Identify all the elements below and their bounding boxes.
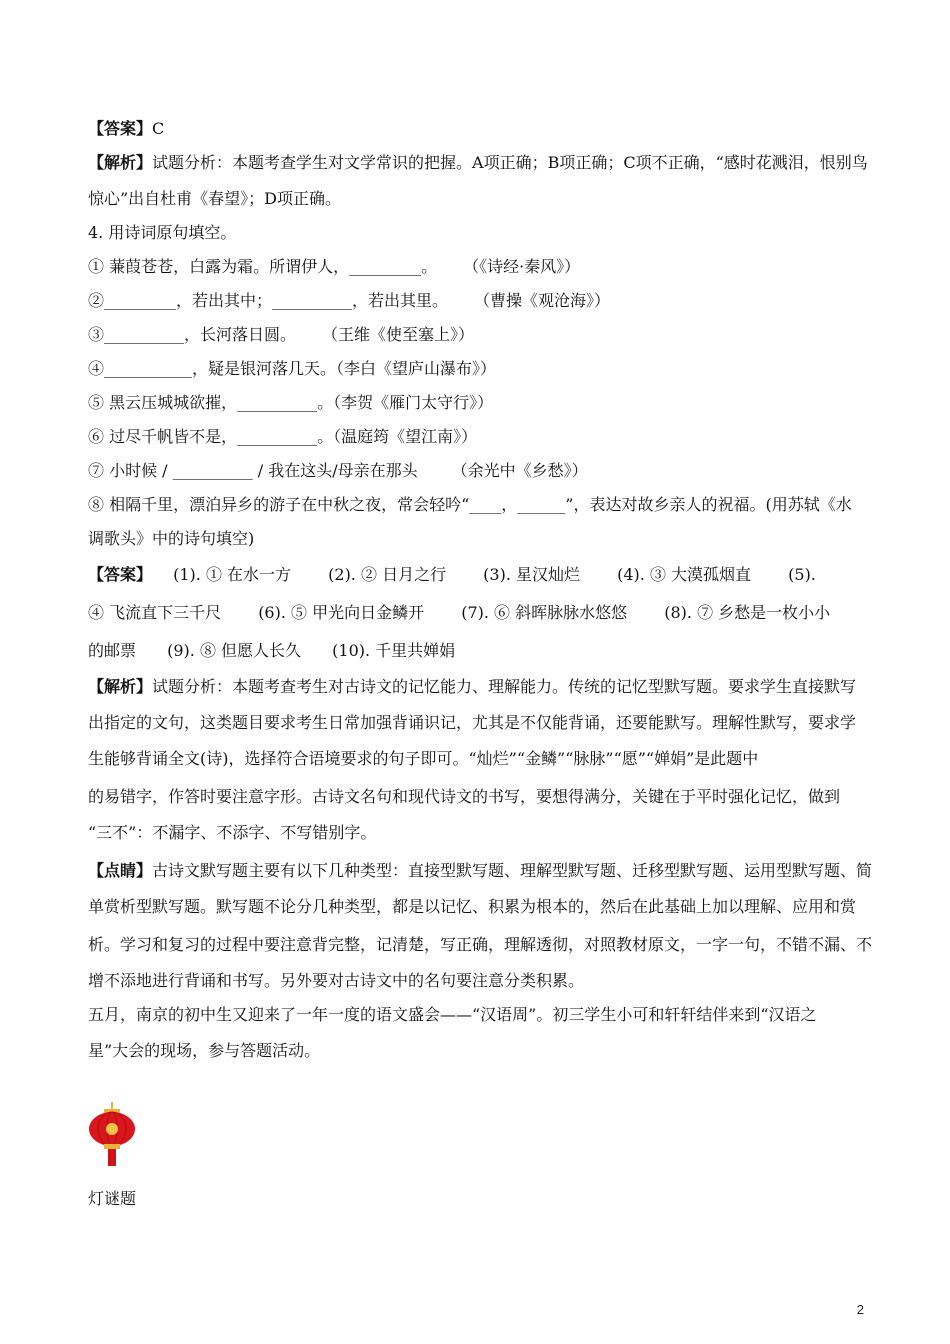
tips-4-line-1 <box>88 860 873 882</box>
intro-line-2: 星”大会的现场，参与答题活动。 <box>88 1041 321 1060</box>
tips-4-line-3: 析。学习和复习的过程中要注意背完整，记清楚，写正确，理解透彻，对照教材原文，一字一句，不错不漏、不 <box>88 935 873 954</box>
answer-3 <box>88 118 868 140</box>
analysis-3-text-1: 试题分析：本题考查学生对文学常识的把握。A项正确；B项正确；C项不正确，“感时花溅泪，恨别鸟 <box>152 153 868 172</box>
question-4-item-1 <box>88 256 868 278</box>
answer-4-item: (6). ⑤ 甲光向日金鳞开 <box>258 603 425 622</box>
item-7-source: （余光中《乡愁》） <box>451 461 588 480</box>
analysis-4-line-1 <box>88 676 868 698</box>
question-4-item-2 <box>88 290 868 312</box>
analysis-tag: 【解析】 <box>88 153 153 172</box>
answer-4-item: (3). 星汉灿烂 <box>483 565 581 584</box>
page-number: 2 <box>856 1302 864 1317</box>
question-4-item-8-line-2: 调歌头》中的诗句填空) <box>88 529 255 548</box>
analysis-tag: 【解析】 <box>88 677 153 696</box>
analysis-3-line-1 <box>88 152 868 174</box>
analysis-4-text-1: 试题分析：本题考查考生对古诗文的记忆能力、理解能力。传统的记忆型默写题。要求学生直接默写 <box>152 677 857 696</box>
item-2-text: ②_________，若出其中；__________，若出其里。 <box>88 291 449 310</box>
analysis-4-line-4: 的易错字，作答时要注意字形。古诗文名句和现代诗文的书写，要想得满分，关键在于平时强化记忆，做到 <box>88 787 841 806</box>
question-4-item-5 <box>88 392 868 414</box>
answer-4-item: (7). ⑥ 斜晖脉脉水悠悠 <box>461 603 628 622</box>
item-1-source: （《诗经·秦风》） <box>471 257 581 276</box>
question-4-item-7 <box>88 460 868 482</box>
answer-tag: 【答案】 <box>88 565 153 584</box>
answer-4-item: (4). ③ 大漠孤烟直 <box>617 565 752 584</box>
answer-4-item: (10). 千里共婵娟 <box>332 641 456 660</box>
answer-4-item: 的邮票 <box>88 641 137 660</box>
answer-4-item: (5). <box>788 565 816 584</box>
item-1-text: ① 蒹葭苍苍，白露为霜。所谓伊人，_________。 <box>88 257 438 276</box>
question-4-title: 4. 用诗词原句填空。 <box>88 223 237 242</box>
analysis-4-line-2: 出指定的文句，这类题目要求考生日常加强背诵识记，尤其是不仅能背诵，还要能默写。理解性默写，要求学 <box>88 713 857 732</box>
answer-4-row-2 <box>88 602 868 624</box>
answer-tag: 【答案】 <box>88 119 153 138</box>
answer-4-row-1 <box>88 564 868 586</box>
intro-line-1: 五月，南京的初中生又迎来了一年一度的语文盛会——“汉语周”。初三学生小可和轩轩结伴来到“汉语之 <box>88 1005 817 1024</box>
tips-tag: 【点睛】 <box>88 861 153 880</box>
tips-4-line-2: 单赏析型默写题。默写题不论分几种类型，都是以记忆、积累为根本的，然后在此基础上加以理解、应用和赏 <box>88 897 857 916</box>
question-4-item-4 <box>88 358 868 380</box>
answer-4-item: (2). ② 日月之行 <box>328 565 447 584</box>
analysis-3-line-2: 惊心”出自杜甫《春望》；D项正确。 <box>88 189 342 208</box>
red-lantern-icon <box>84 1102 140 1168</box>
item-7-text: ⑦ 小时候 / __________ / 我在这头/母亲在那头 <box>88 461 418 480</box>
item-6-text: ⑥ 过尽千帆皆不是，__________。（温庭筠《望江南》） <box>88 427 478 446</box>
answer-4-item: (1). ① 在水一方 <box>173 565 292 584</box>
answer-4-item: (9). ⑧ 但愿人长久 <box>167 641 302 660</box>
analysis-4-line-5: “三不”：不漏字、不添字、不写错别字。 <box>88 823 377 842</box>
question-4-item-8-line-1: ⑧ 相隔千里，漂泊异乡的游子在中秋之夜，常会轻吟“____，______”，表达对故乡亲人的祝福。(用苏轼《水 <box>88 495 852 514</box>
tips-4-line-4: 增不添地进行背诵和书写。另外要对古诗文中的名句要注意分类积累。 <box>88 971 585 990</box>
item-3-source: （王维《使至塞上》） <box>330 325 475 344</box>
answer-4-item: (8). ⑦ 乡愁是一枚小小 <box>664 603 831 622</box>
riddle-title: 灯谜题 <box>88 1189 137 1208</box>
item-3-text: ③__________，长河落日圆。 <box>88 325 297 344</box>
tips-4-text-1: 古诗文默写题主要有以下几种类型：直接型默写题、理解型默写题、迁移型默写题、运用型默写题、简 <box>152 861 873 880</box>
answer-4-row-3 <box>88 640 868 662</box>
question-4-item-3 <box>88 324 868 346</box>
answer-3-text: C <box>152 119 165 138</box>
item-4-source: （李白《望庐山瀑布》） <box>336 359 497 378</box>
analysis-4-line-3: 生能够背诵全文(诗)，选择符合语境要求的句子即可。“灿烂”“金鳞”“脉脉”“愿”“婵娟”是此题中 <box>88 749 759 768</box>
question-4-item-6 <box>88 426 868 448</box>
item-4-text: ④___________，疑是银河落几天。 <box>88 359 337 378</box>
answer-4-item: ④ 飞流直下三千尺 <box>88 603 222 622</box>
item-5-text: ⑤ 黑云压城城欲摧，__________。（李贺《雁门太守行》） <box>88 393 494 412</box>
item-2-source: （曹操《观沧海》） <box>482 291 611 310</box>
